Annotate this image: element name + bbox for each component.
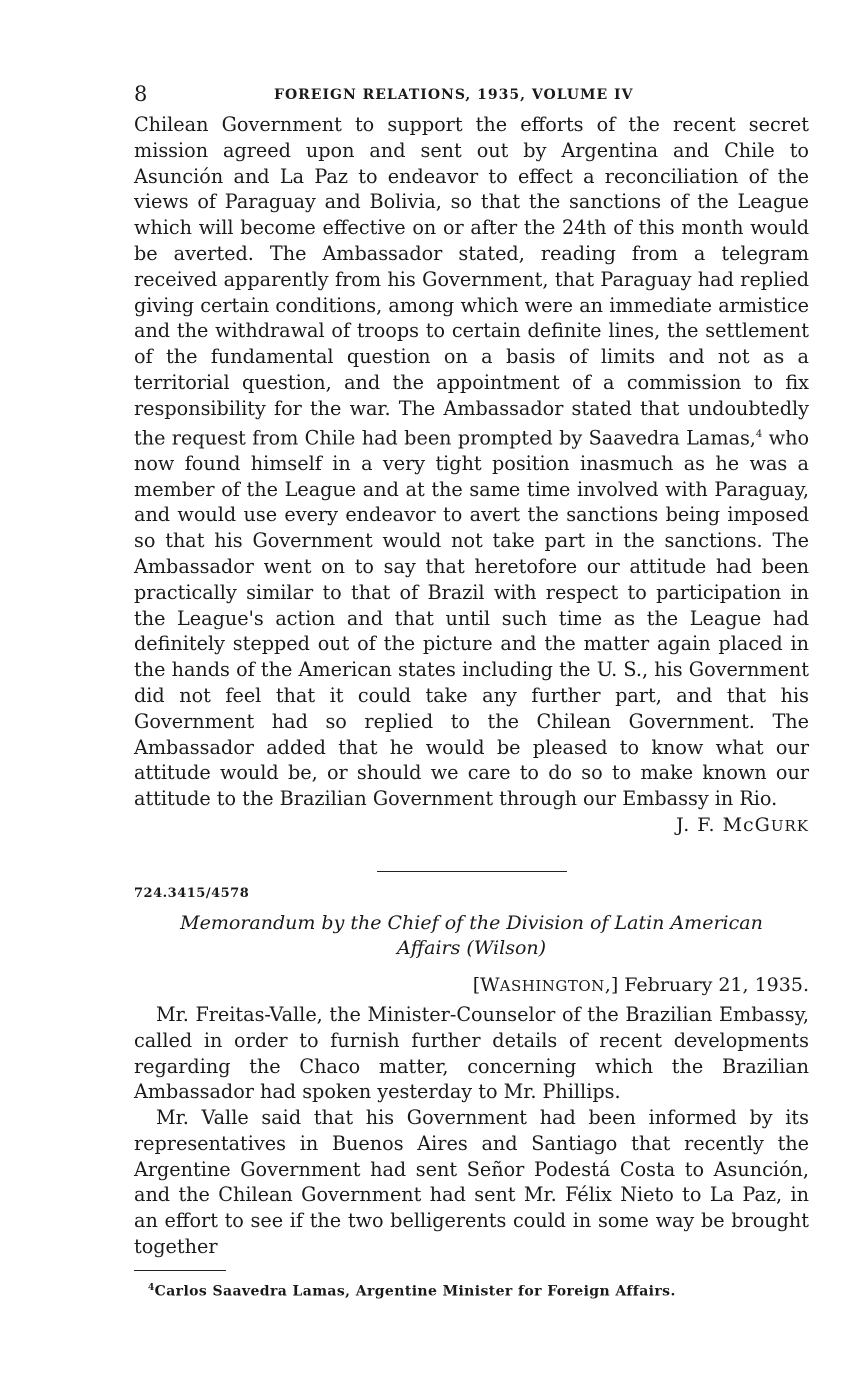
document-page bbox=[134, 78, 809, 1300]
footnote-text: Carlos Saavedra Lamas, Argentine Minister for Foreign Affairs. bbox=[154, 1283, 676, 1300]
footnote-reference: 4 bbox=[755, 428, 763, 440]
dateline-place: ASHINGTON bbox=[499, 976, 605, 995]
footnote bbox=[148, 1283, 809, 1300]
dateline bbox=[134, 971, 809, 1000]
memo-paragraph-1: Mr. Freitas-Valle, the Minister-Counselor of the Brazilian Embassy, called in order to furnish further details of recent developments regarding the Chaco matter, concerning which the Brazilian Ambassador had spoken yesterday to Mr. Phillips. bbox=[134, 1002, 809, 1104]
dateline-date: ,] February 21, 1935. bbox=[604, 973, 809, 996]
memo-title: Memorandum by the Chief of the Division of Latin American Affairs (Wilson) bbox=[180, 911, 763, 959]
running-head: FOREIGN RELATIONS, 1935, VOLUME IV bbox=[274, 87, 634, 103]
body-text-a: Chilean Government to support the efforts of the recent secret mission agreed upon and sent out by Argentina and Chile to Asunción and La Paz to endeavor to effect a reconciliation of the views of Paraguay and Bolivia, so that the sanctions of the League which will become effective on or after the 24th of this month would be averted. The Ambassador stated, reading from a telegram received apparently from his Government, that Paraguay had replied giving certain conditions, among which were an immediate armistice and the withdrawal of troops to certain definite lines, the settlement of the fundamental question on a basis of limits and not as a territorial question, and the appointment of a commission to fix responsibility for the war. The Ambassador stated that undoubtedly the request from Chile had been prompted by Saavedra Lamas, bbox=[134, 113, 809, 449]
memo-paragraph-2: Mr. Valle said that his Government had been informed by its representatives in Buenos Aires and Santiago that recently the Argentine Government had sent Señor Podestá Costa to Asunción, and the Chilean Government had sent Mr. Félix Nieto to La Paz, in an effort to see if the two belligerents could in some way be brought together bbox=[134, 1106, 809, 1259]
signature-prefix: J. F. McG bbox=[676, 813, 771, 836]
body-text-b: who now found himself in a very tight position inasmuch as he was a member of the League and at the same time involved with Paraguay, and would use every endeavor to avert the sanctions being imposed so that his Government would not take part in the sanctions. The Ambassador went on to say that heretofore our attitude had been practically similar to that of Brazil with respect to participation in the League's action and that until such time as the League had definitely stepped out of the picture and the matter again placed in the hands of the American states including the U. S., his Government did not feel that it could take any further part, and that his Government had so replied to the Chilean Government. The Ambassador added that he would be pleased to know what our attitude would be, or should we care to do so to make known our attitude to the Brazilian Government through our Embassy in Rio. bbox=[134, 425, 809, 811]
footnote-marker: 4 bbox=[148, 1282, 155, 1293]
dateline-open: [W bbox=[472, 973, 500, 996]
section-divider bbox=[377, 871, 567, 872]
footnote-divider bbox=[134, 1270, 226, 1271]
page-number: 8 bbox=[134, 82, 149, 106]
signature bbox=[134, 812, 809, 839]
body-paragraph bbox=[134, 112, 809, 812]
page-header bbox=[134, 78, 809, 112]
signature-smallcaps: URK bbox=[770, 816, 809, 835]
file-number: 724.3415/4578 bbox=[134, 885, 250, 901]
